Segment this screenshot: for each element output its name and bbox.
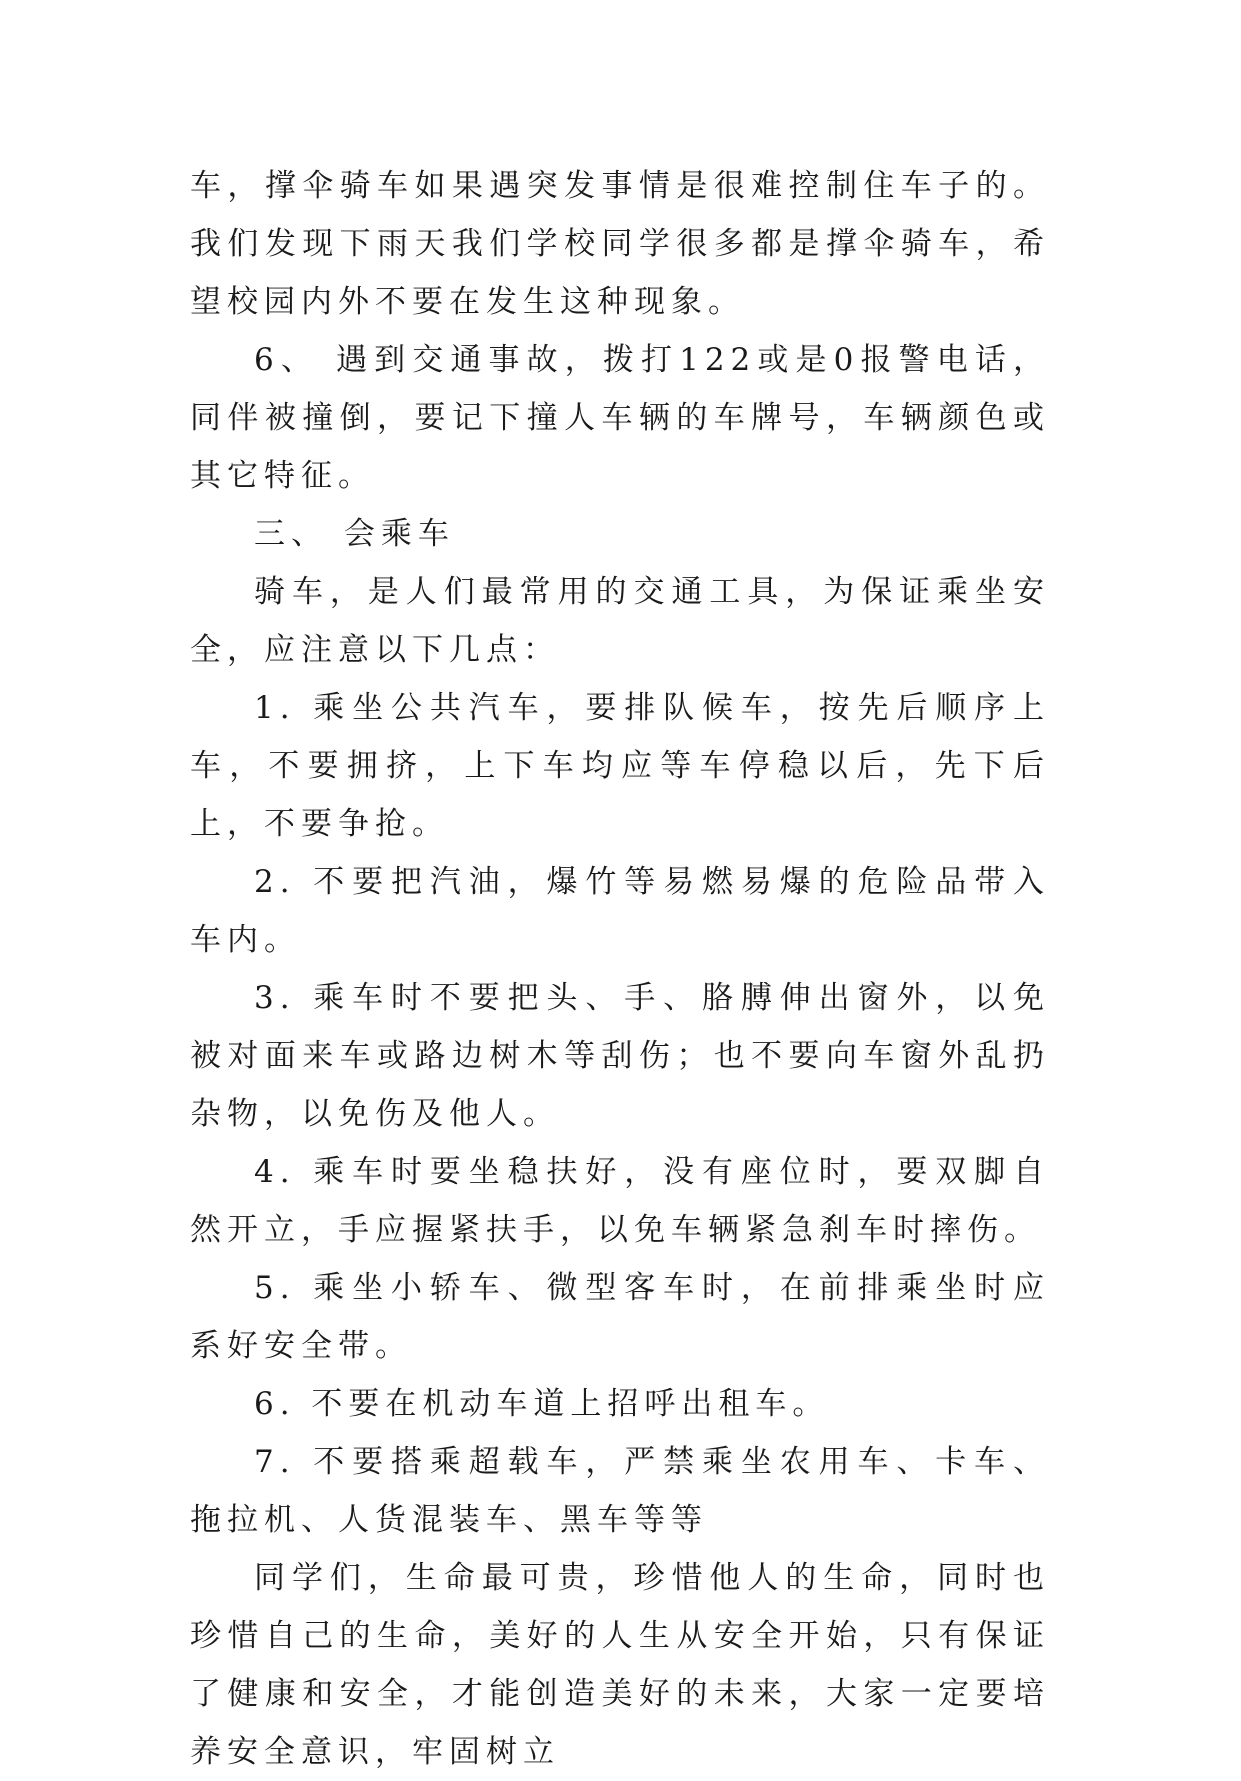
paragraph-intro: 骑车，是人们最常用的交通工具，为保证乘坐安全，应注意以下几点：	[190, 574, 1050, 668]
list-item-1: 1. 乘坐公共汽车，要排队候车，按先后顺序上车，不要拥挤，上下车均应等车停稳以后，先下后上，不要争抢。	[190, 690, 1050, 842]
list-item-3: 3. 乘车时不要把头、手、胳膊伸出窗外，以免被对面来车或路边树木等刮伤；也不要向车窗外乱扔杂物，以免伤及他人。	[190, 980, 1050, 1132]
section-heading-riding: 三、 会乘车	[254, 516, 455, 552]
list-item-6: 6. 不要在机动车道上招呼出租车。	[254, 1386, 830, 1422]
paragraph-conclusion: 同学们，生命最可贵，珍惜他人的生命，同时也珍惜自己的生命，美好的人生从安全开始，只有保证了健康和安全，才能创造美好的未来，大家一定要培养安全意识，牢固树立	[190, 1560, 1050, 1770]
paragraph-umbrella-cycling: 车，撑伞骑车如果遇突发事情是很难控制住车子的。我们发现下雨天我们学校同学很多都是撑伞骑车，希望校园内外不要在发生这种现象。	[190, 168, 1050, 320]
list-item-2: 2. 不要把汽油，爆竹等易燃易爆的危险品带入车内。	[190, 864, 1050, 958]
document-page	[190, 157, 1050, 1781]
paragraph-traffic-accident: 6、 遇到交通事故，拨打122或是0报警电话，同伴被撞倒，要记下撞人车辆的车牌号，车辆颜色或其它特征。	[190, 342, 1050, 494]
list-item-4: 4. 乘车时要坐稳扶好，没有座位时，要双脚自然开立，手应握紧扶手，以免车辆紧急刹车时摔伤。	[190, 1154, 1050, 1248]
list-item-7: 7. 不要搭乘超载车，严禁乘坐农用车、卡车、拖拉机、人货混装车、黑车等等	[190, 1444, 1050, 1538]
list-item-5: 5. 乘坐小轿车、微型客车时，在前排乘坐时应系好安全带。	[190, 1270, 1050, 1364]
